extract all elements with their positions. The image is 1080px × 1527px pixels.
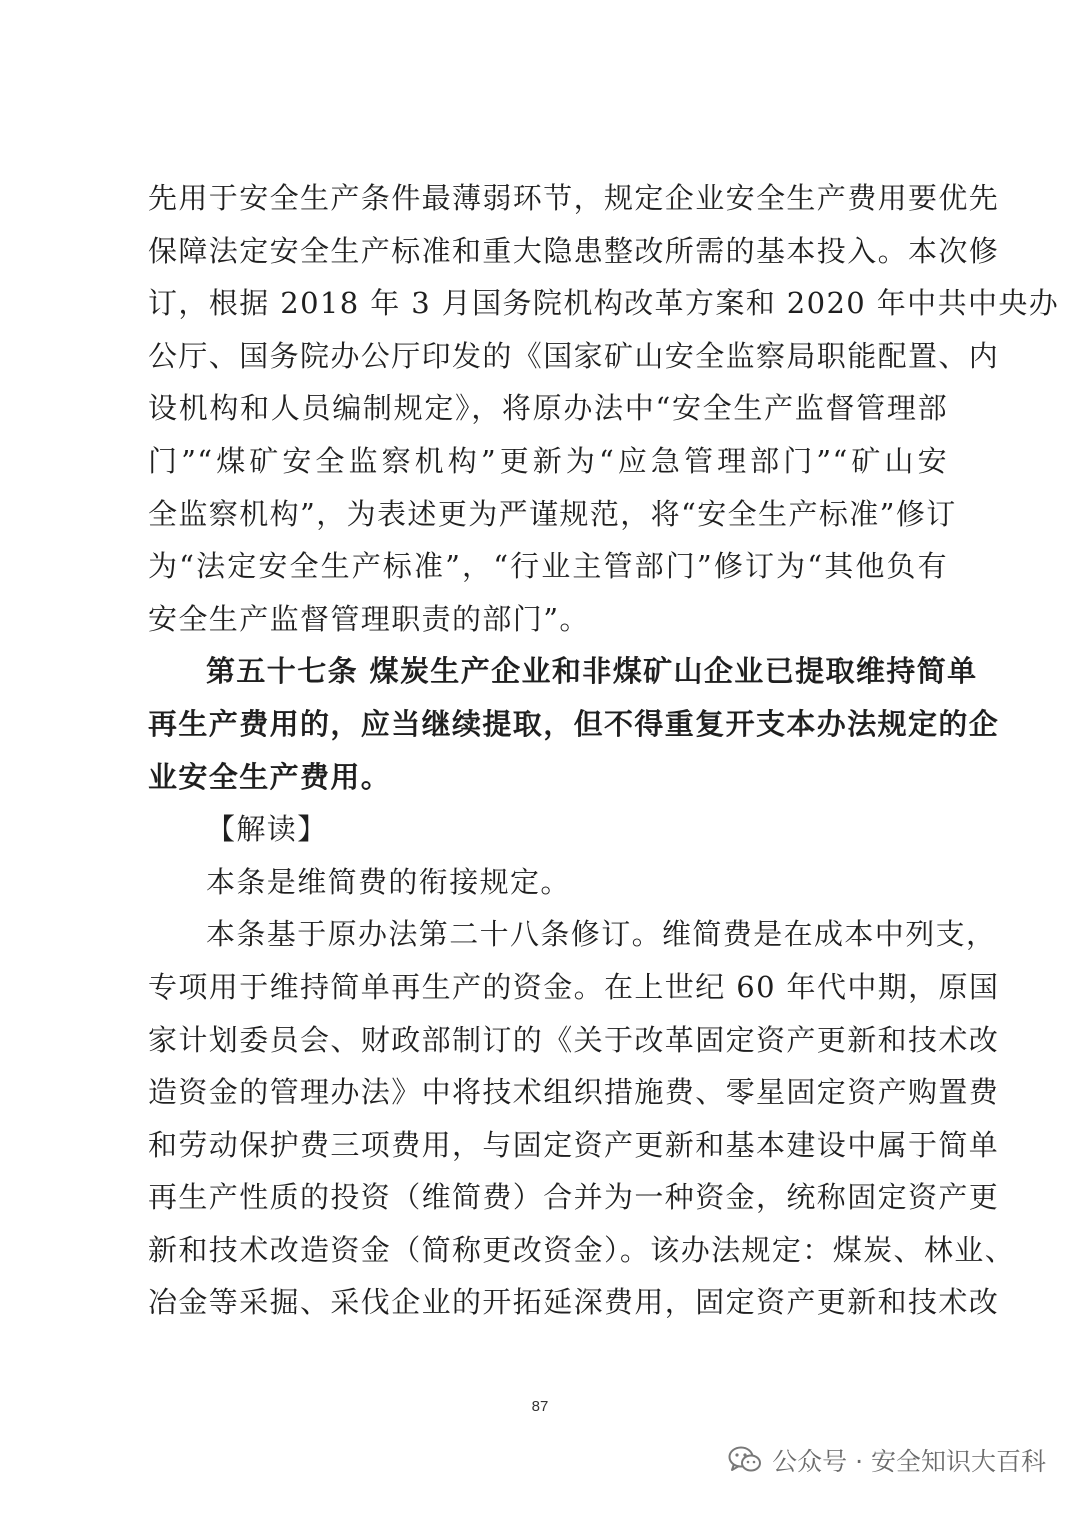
article-heading-line: 第五十七条 煤炭生产企业和非煤矿山企业已提取维持简单 <box>206 654 978 689</box>
article-text-line: 业安全生产费用。 <box>148 759 392 794</box>
text-line: 保障法定安全生产标准和重大隐患整改所需的基本投入。本次修 <box>148 233 1000 268</box>
watermark-text: 公众号 · 安全知识大百科 <box>772 1447 1046 1476</box>
watermark <box>728 1440 1046 1480</box>
text-line: 再生产性质的投资（维简费）合并为一种资金，统称固定资产更 <box>148 1180 1000 1215</box>
text-line: 本条是维简费的衔接规定。 <box>206 864 571 899</box>
text-line: 造资金的管理办法》中将技术组织措施费、零星固定资产购置费 <box>148 1075 1000 1110</box>
text-line: 全监察机构”，为表述更为严谨规范，将“安全生产标准”修订 <box>148 496 957 531</box>
text-line: 和劳动保护费三项费用，与固定资产更新和基本建设中属于简单 <box>148 1127 1000 1162</box>
text-line: 本条基于原办法第二十八条修订。维简费是在成本中列支， <box>206 917 997 952</box>
text-line: 设机构和人员编制规定》，将原办法中“安全生产监督管理部 <box>148 391 948 426</box>
article-text-line: 再生产费用的，应当继续提取，但不得重复开支本办法规定的企 <box>148 706 1000 741</box>
text-line: 先用于安全生产条件最薄弱环节，规定企业安全生产费用要优先 <box>148 181 1000 215</box>
text-line: 专项用于维持简单再生产的资金。在上世纪 60 年代中期，原国 <box>148 969 1000 1004</box>
text-line: 安全生产监督管理职责的部门”。 <box>148 601 590 636</box>
text-line: 新和技术改造资金（简称更改资金）。该办法规定：煤炭、林业、 <box>148 1232 1016 1267</box>
text-line: 公厅、国务院办公厅印发的《国家矿山安全监察局职能配置、内 <box>148 338 1000 373</box>
text-line: 家计划委员会、财政部制订的《关于改革固定资产更新和技术改 <box>148 1022 1000 1057</box>
text-line: 为“法定安全生产标准”，“行业主管部门”修订为“其他负有 <box>148 549 948 584</box>
text-line: 冶金等采掘、采伐企业的开拓延深费用，固定资产更新和技术改 <box>148 1285 1000 1320</box>
text-line: 订，根据 2018 年 3 月国务院机构改革方案和 2020 年中共中央办 <box>148 286 1060 321</box>
wechat-icon <box>728 1445 762 1475</box>
document-body <box>148 172 1060 1329</box>
interpretation-heading: 【解读】 <box>206 812 328 847</box>
text-line: 门”“煤矿安全监察机构”更新为“应急管理部门”“矿山安 <box>148 443 948 478</box>
page-number: 87 <box>531 1398 549 1415</box>
